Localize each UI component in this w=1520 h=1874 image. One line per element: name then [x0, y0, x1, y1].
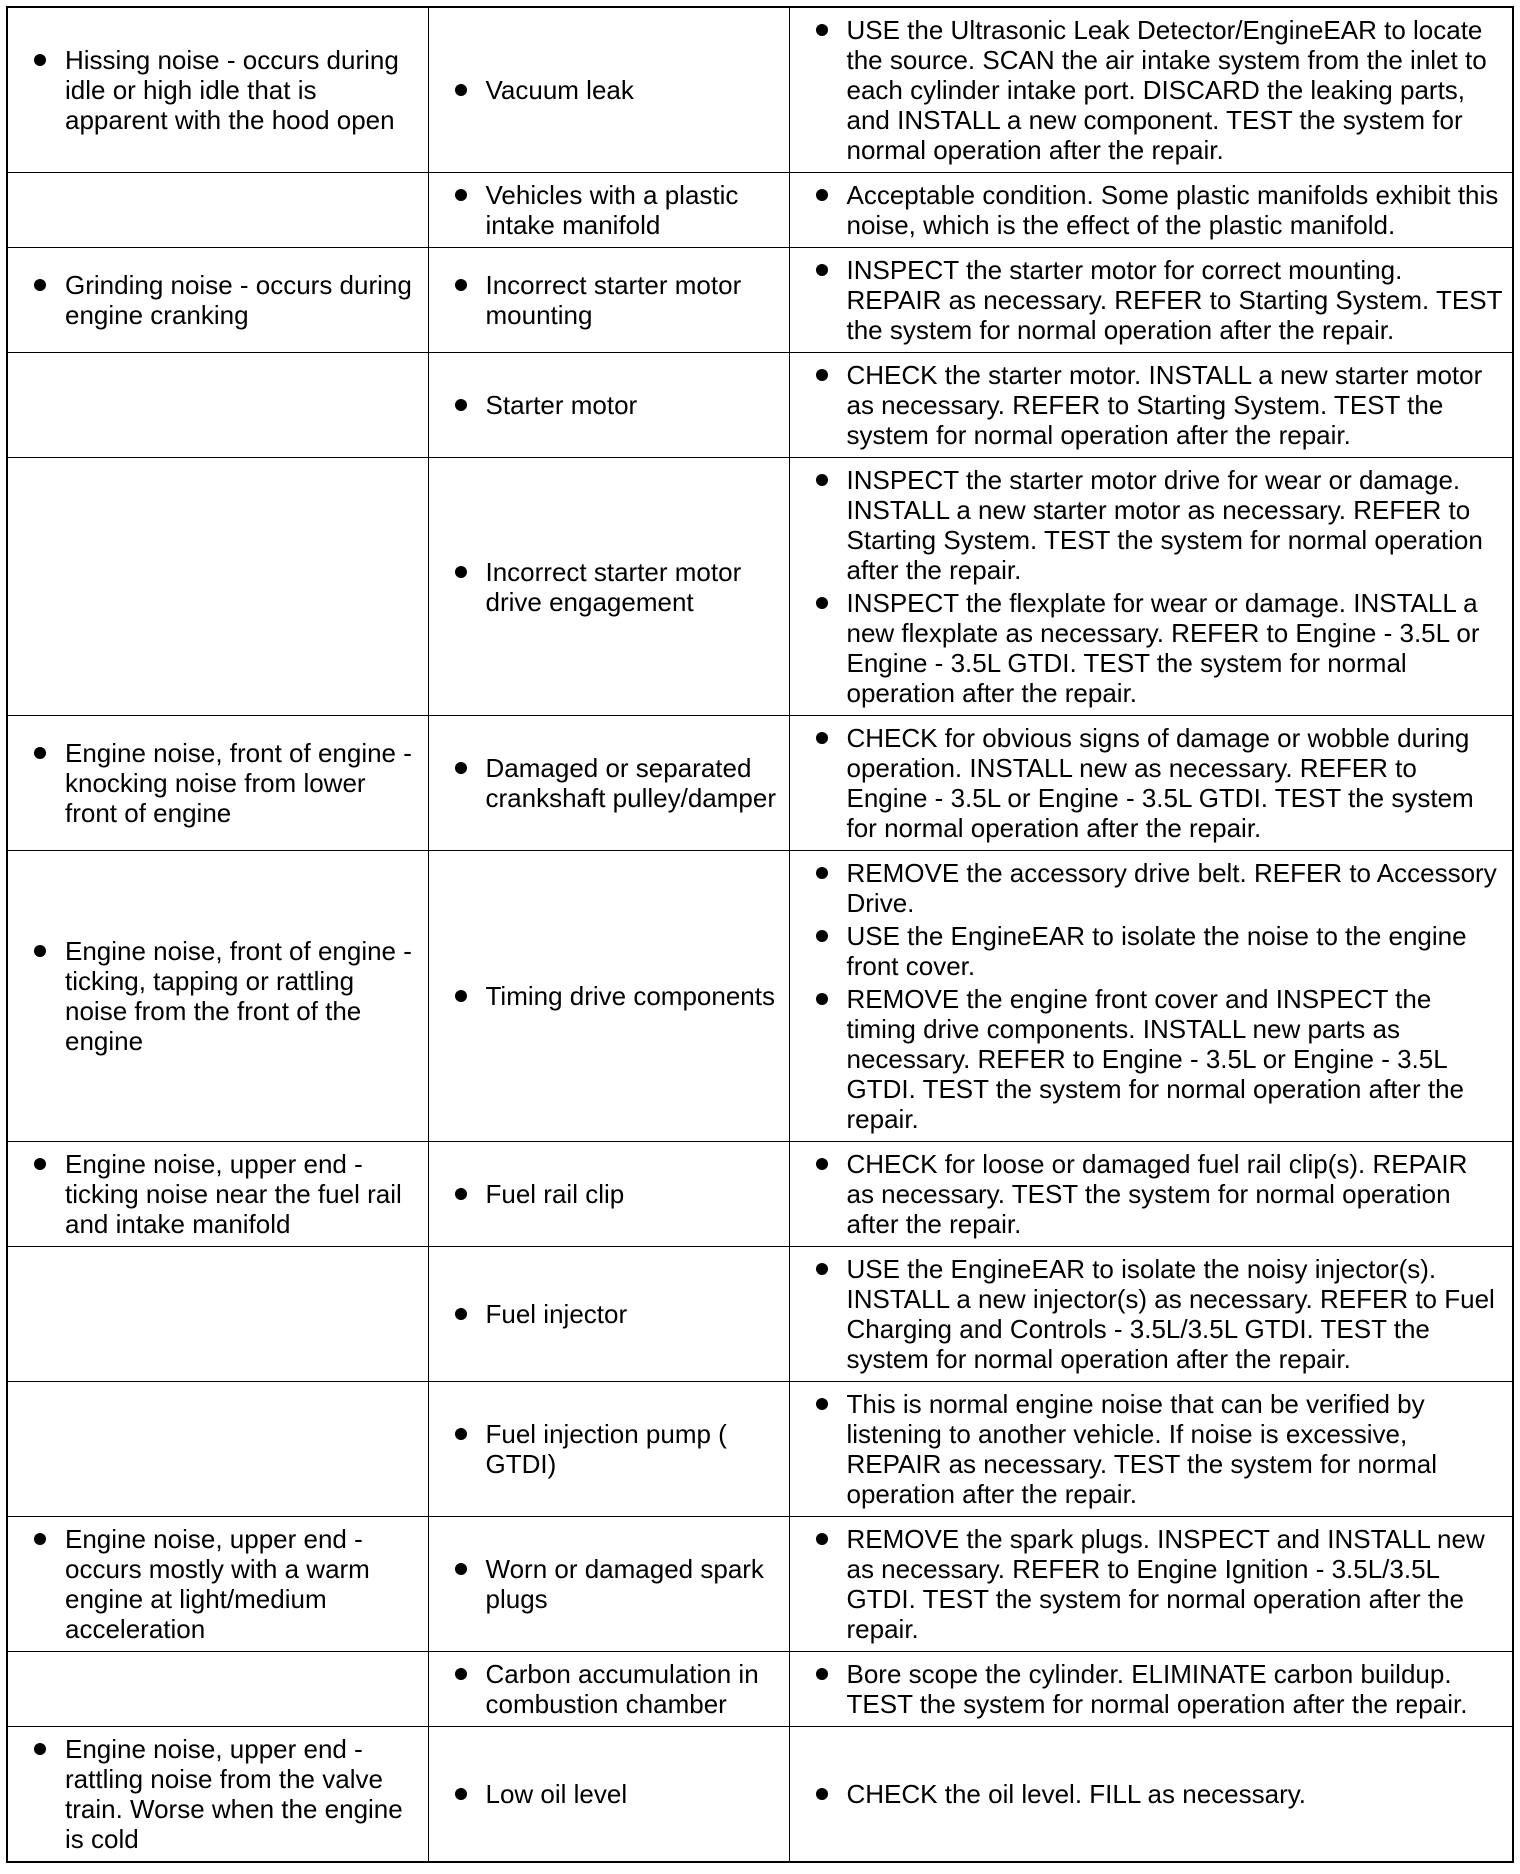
- source-text: Low oil level: [429, 1779, 779, 1809]
- source-list: [429, 1299, 779, 1329]
- action-list: [790, 360, 1503, 450]
- condition-list: [8, 1149, 418, 1239]
- action-text: REMOVE the accessory drive belt. REFER to Accessory Drive.: [790, 858, 1503, 918]
- condition-cell: [7, 716, 428, 851]
- source-list: [429, 1659, 779, 1719]
- action-list: [790, 1524, 1503, 1644]
- source-text: Incorrect starter motor mounting: [429, 270, 779, 330]
- action-list: [790, 180, 1503, 240]
- condition-text: Engine noise, front of engine - knocking noise from lower front of engine: [8, 738, 418, 828]
- source-cell: [428, 173, 789, 248]
- action-cell: [789, 173, 1513, 248]
- condition-text: Engine noise, upper end - occurs mostly with a warm engine at light/medium acceleration: [8, 1524, 418, 1644]
- source-list: [429, 270, 779, 330]
- action-list: [790, 465, 1503, 708]
- source-text: Timing drive components: [429, 981, 779, 1011]
- action-cell: [789, 7, 1513, 173]
- source-text: Fuel injector: [429, 1299, 779, 1329]
- noise-diagnosis-table: [6, 6, 1514, 1863]
- action-cell: [789, 716, 1513, 851]
- action-cell: [789, 1652, 1513, 1727]
- action-cell: [789, 353, 1513, 458]
- table-body: [7, 7, 1513, 1862]
- source-list: [429, 180, 779, 240]
- action-text: REMOVE the engine front cover and INSPECT the timing drive components. INSTALL new parts as necessary. REFER to Engine - 3.5L or Engine - 3.5L GTDI. TEST the system for normal operation after the repair.: [790, 984, 1503, 1134]
- condition-cell: [7, 1652, 428, 1727]
- action-cell: [789, 1382, 1513, 1517]
- source-cell: [428, 458, 789, 716]
- table-row: [7, 1142, 1513, 1247]
- action-text: INSPECT the starter motor drive for wear or damage. INSTALL a new starter motor as necessary. REFER to Starting System. TEST the system for normal operation after the repair.: [790, 465, 1503, 585]
- table-row: [7, 173, 1513, 248]
- source-list: [429, 390, 779, 420]
- source-cell: [428, 353, 789, 458]
- condition-list: [8, 1734, 418, 1854]
- condition-cell: [7, 1247, 428, 1382]
- action-list: [790, 1389, 1503, 1509]
- source-cell: [428, 1247, 789, 1382]
- action-text: CHECK for loose or damaged fuel rail clip(s). REPAIR as necessary. TEST the system for normal operation after the repair.: [790, 1149, 1503, 1239]
- action-text: CHECK for obvious signs of damage or wobble during operation. INSTALL new as necessary. REFER to Engine - 3.5L or Engine - 3.5L GTDI. TEST the system for normal operation after the repair.: [790, 723, 1503, 843]
- condition-list: [8, 936, 418, 1056]
- action-text: CHECK the oil level. FILL as necessary.: [790, 1779, 1503, 1809]
- source-list: [429, 75, 779, 105]
- table-row: [7, 1382, 1513, 1517]
- source-text: Starter motor: [429, 390, 779, 420]
- source-text: Carbon accumulation in combustion chamber: [429, 1659, 779, 1719]
- action-text: USE the EngineEAR to isolate the noisy injector(s). INSTALL a new injector(s) as necessary. REFER to Fuel Charging and Controls - 3.5L/3.5L GTDI. TEST the system for normal operation after the repair.: [790, 1254, 1503, 1374]
- source-text: Vacuum leak: [429, 75, 779, 105]
- action-text: USE the EngineEAR to isolate the noise to the engine front cover.: [790, 921, 1503, 981]
- source-text: Vehicles with a plastic intake manifold: [429, 180, 779, 240]
- condition-text: Engine noise, front of engine - ticking, tapping or rattling noise from the front of the engine: [8, 936, 418, 1056]
- source-cell: [428, 1382, 789, 1517]
- source-list: [429, 1779, 779, 1809]
- table-row: [7, 716, 1513, 851]
- source-cell: [428, 1517, 789, 1652]
- condition-cell: [7, 248, 428, 353]
- action-cell: [789, 1517, 1513, 1652]
- table-row: [7, 248, 1513, 353]
- condition-cell: [7, 353, 428, 458]
- source-cell: [428, 1142, 789, 1247]
- source-list: [429, 1419, 779, 1479]
- condition-cell: [7, 7, 428, 173]
- table-row: [7, 7, 1513, 173]
- source-cell: [428, 716, 789, 851]
- action-list: [790, 723, 1503, 843]
- action-cell: [789, 1247, 1513, 1382]
- source-cell: [428, 248, 789, 353]
- action-list: [790, 15, 1503, 165]
- action-text: INSPECT the flexplate for wear or damage. INSTALL a new flexplate as necessary. REFER to Engine - 3.5L or Engine - 3.5L GTDI. TEST the system for normal operation after the repair.: [790, 588, 1503, 708]
- action-text: Bore scope the cylinder. ELIMINATE carbon buildup. TEST the system for normal operation after the repair.: [790, 1659, 1503, 1719]
- table-row: [7, 1652, 1513, 1727]
- condition-cell: [7, 1382, 428, 1517]
- source-cell: [428, 1652, 789, 1727]
- condition-text: Grinding noise - occurs during engine cranking: [8, 270, 418, 330]
- condition-cell: [7, 173, 428, 248]
- action-text: CHECK the starter motor. INSTALL a new starter motor as necessary. REFER to Starting System. TEST the system for normal operation after the repair.: [790, 360, 1503, 450]
- condition-cell: [7, 458, 428, 716]
- table-row: [7, 1517, 1513, 1652]
- action-text: This is normal engine noise that can be verified by listening to another vehicle. If noise is excessive, REPAIR as necessary. TEST the system for normal operation after the repair.: [790, 1389, 1503, 1509]
- condition-list: [8, 270, 418, 330]
- source-text: Fuel rail clip: [429, 1179, 779, 1209]
- action-cell: [789, 1727, 1513, 1863]
- source-cell: [428, 1727, 789, 1863]
- table-row: [7, 851, 1513, 1142]
- table-row: [7, 1727, 1513, 1863]
- action-text: REMOVE the spark plugs. INSPECT and INSTALL new as necessary. REFER to Engine Ignition - 3.5L/3.5L GTDI. TEST the system for normal operation after the repair.: [790, 1524, 1503, 1644]
- source-cell: [428, 7, 789, 173]
- condition-text: Engine noise, upper end - ticking noise near the fuel rail and intake manifold: [8, 1149, 418, 1239]
- action-text: USE the Ultrasonic Leak Detector/EngineEAR to locate the source. SCAN the air intake system from the inlet to each cylinder intake port. DISCARD the leaking parts, and INSTALL a new component. TEST the system for normal operation after the repair.: [790, 15, 1503, 165]
- source-text: Incorrect starter motor drive engagement: [429, 557, 779, 617]
- action-cell: [789, 248, 1513, 353]
- action-cell: [789, 458, 1513, 716]
- condition-cell: [7, 1517, 428, 1652]
- condition-list: [8, 738, 418, 828]
- source-list: [429, 1554, 779, 1614]
- action-list: [790, 858, 1503, 1134]
- condition-cell: [7, 851, 428, 1142]
- action-list: [790, 1254, 1503, 1374]
- action-list: [790, 255, 1503, 345]
- action-list: [790, 1149, 1503, 1239]
- action-list: [790, 1779, 1503, 1809]
- source-list: [429, 1179, 779, 1209]
- source-text: Fuel injection pump ( GTDI): [429, 1419, 779, 1479]
- action-text: Acceptable condition. Some plastic manifolds exhibit this noise, which is the effect of the plastic manifold.: [790, 180, 1503, 240]
- action-text: INSPECT the starter motor for correct mounting. REPAIR as necessary. REFER to Starting System. TEST the system for normal operation after the repair.: [790, 255, 1503, 345]
- condition-text: Engine noise, upper end - rattling noise from the valve train. Worse when the engine is cold: [8, 1734, 418, 1854]
- table-row: [7, 1247, 1513, 1382]
- condition-cell: [7, 1142, 428, 1247]
- table-row: [7, 458, 1513, 716]
- condition-text: Hissing noise - occurs during idle or high idle that is apparent with the hood open: [8, 45, 418, 135]
- source-list: [429, 557, 779, 617]
- action-list: [790, 1659, 1503, 1719]
- source-text: Worn or damaged spark plugs: [429, 1554, 779, 1614]
- table-row: [7, 353, 1513, 458]
- source-list: [429, 753, 779, 813]
- source-list: [429, 981, 779, 1011]
- action-cell: [789, 851, 1513, 1142]
- source-cell: [428, 851, 789, 1142]
- condition-list: [8, 1524, 418, 1644]
- source-text: Damaged or separated crankshaft pulley/damper: [429, 753, 779, 813]
- action-cell: [789, 1142, 1513, 1247]
- condition-cell: [7, 1727, 428, 1863]
- condition-list: [8, 45, 418, 135]
